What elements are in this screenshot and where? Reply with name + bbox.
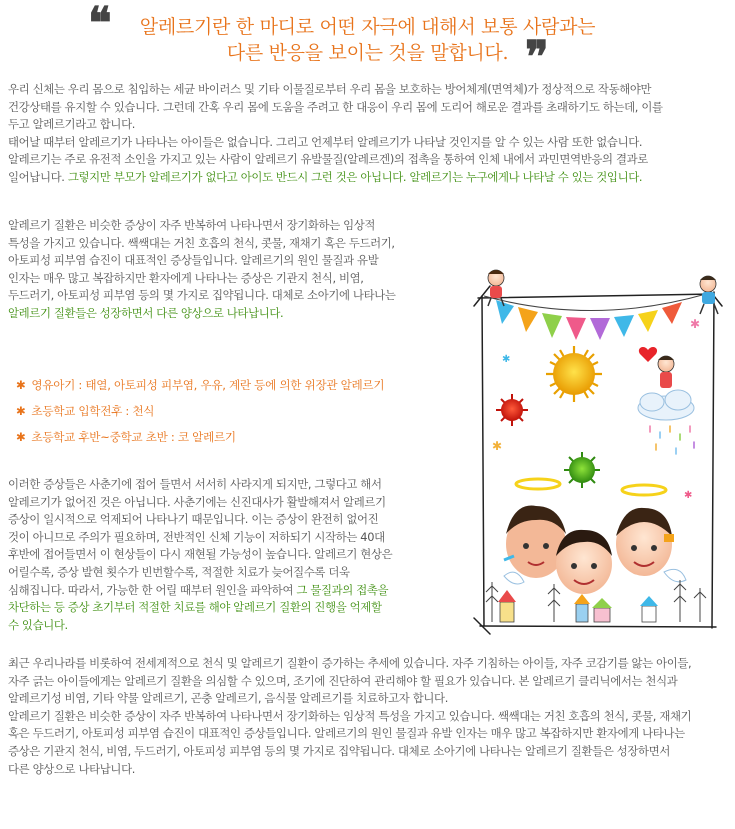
closing-paragraph bbox=[8, 655, 691, 778]
symptoms-line: 아토피성 피부염 습진이 대표적인 증상들입니다. 알레르기의 원인 물질과 유발 bbox=[8, 253, 379, 268]
open-quote-icon: ❝ bbox=[88, 0, 112, 49]
symptoms-paragraph bbox=[8, 217, 396, 323]
aging-mixed-plain: 심해집니다. 따라서, 가능한 한 어릴 때부터 원인을 파악하여 bbox=[8, 582, 297, 597]
aging-highlight-line: 수 있습니다. bbox=[8, 617, 68, 632]
symptoms-line: 두드러기, 아토피성 피부염 등의 몇 가지로 집약됩니다. 대체로 소아기에 나타나는 bbox=[8, 288, 396, 303]
quote-line-2: 다른 반응을 보이는 것을 말합니다. bbox=[226, 42, 509, 64]
aging-line: 후반에 접어들면서 이 현상들이 다시 재현될 가능성이 높습니다. 알레르기 현상은 bbox=[8, 547, 393, 562]
svg-text:✱: ✱ bbox=[690, 317, 701, 331]
intro-line: 두고 알레르기라고 합니다. bbox=[8, 117, 135, 132]
svg-text:✱: ✱ bbox=[502, 354, 511, 365]
cartoon-kid-icon bbox=[488, 270, 504, 306]
aging-paragraph bbox=[8, 476, 392, 634]
rain-drops-icon bbox=[650, 426, 694, 454]
closing-line: 최근 우리나라를 비롯하여 전세계적으로 천식 및 알레르기 질환이 증가하는 추세에 있습니다. 자주 기침하는 아이들, 자주 코감기를 앓는 아이들, bbox=[8, 656, 692, 670]
symptoms-line: 특성을 가지고 있습니다. 쌕쌕대는 거친 호흡의 천식, 콧물, 재채기 혹은 두드러기, bbox=[8, 235, 395, 250]
close-quote-icon: ❞ bbox=[525, 32, 549, 83]
green-virus-icon bbox=[564, 452, 600, 488]
symptoms-line: 알레르기 질환은 비슷한 증상이 자주 반복하여 나타나면서 장기화하는 임상적 bbox=[8, 218, 376, 232]
quote-line-1: 알레르기란 한 마디로 어떤 자극에 대해서 보통 사람과는 bbox=[139, 16, 596, 38]
closing-line: 알레르기 질환은 비슷한 증상이 자주 반복하여 나타나면서 장기화하는 임상적 특성을 가지고 있습니다. 쌕쌕대는 거친 호흡의 천식, 콧물, 재채기 bbox=[8, 708, 692, 723]
symptoms-highlight: 알레르기 질환들은 성장하면서 다른 양상으로 나타납니다. bbox=[8, 305, 284, 320]
children-photo-icon bbox=[504, 479, 686, 594]
symptoms-line: 인자는 매우 많고 복잡하지만 환자에게 나타나는 증상은 기관지 천식, 비염, bbox=[8, 270, 364, 285]
red-virus-icon bbox=[496, 394, 528, 426]
aging-line: 증상이 일시적으로 억제되어 나타나기 때문입니다. 이는 증상이 완전히 없어진 bbox=[8, 512, 379, 527]
intro-line: 태어날 때부터 알레르기가 나타나는 아이들은 없습니다. 그리고 언제부터 알레르기가 나타날 것인지를 알 수 있는 사람 또한 없습니다. bbox=[8, 134, 643, 149]
aging-line: 것이 아니므로 주의가 필요하며, 전반적인 신체 기능이 저하되기 시작하는 40대 bbox=[8, 529, 385, 544]
aging-line: 이러한 증상들은 사춘기에 접어 들면서 서서히 사라지게 되지만, 그렇다고 해서 bbox=[8, 477, 382, 491]
cartoon-kid-icon bbox=[700, 276, 718, 314]
illustration-svg bbox=[444, 266, 734, 638]
intro-line bbox=[8, 169, 663, 187]
asterisk-icon: ✱ bbox=[16, 404, 26, 418]
closing-line: 다른 양상으로 나타납니다. bbox=[8, 761, 135, 776]
intro-last-plain: 일어납니다. bbox=[8, 169, 68, 184]
cartoon-kid-icon bbox=[658, 356, 674, 388]
cloud-icon bbox=[638, 390, 694, 420]
list-item-text: 초등학교 후반~중학교 초반 : 코 알레르기 bbox=[31, 430, 236, 444]
aging-line: 알레르기가 없어진 것은 아닙니다. 사춘기에는 신진대사가 활발해져서 알레르기 bbox=[8, 494, 386, 509]
intro-line: 우리 신체는 우리 몸으로 침입하는 세균 바이러스 및 기타 이물질로부터 우리 몸을 보호하는 방어체계(면역체)가 정상적으로 작동해야만 bbox=[8, 82, 652, 96]
closing-line: 증상은 기관지 천식, 비염, 두드러기, 아토피성 피부염 등의 몇 가지로 집약됩니다. 대체로 소아기에 나타나는 알레르기 질환들은 성장하면서 bbox=[8, 743, 671, 758]
list-item-text: 영유아기 : 태열, 아토피성 피부염, 우유, 계란 등에 의한 위장관 알레르기 bbox=[31, 378, 385, 392]
age-stage-list bbox=[16, 372, 384, 450]
houses-icon bbox=[498, 590, 658, 622]
list-item-text: 초등학교 입학전후 : 천식 bbox=[31, 404, 155, 418]
closing-line: 알레르기성 비염, 기타 약물 알레르기, 곤충 알레르기, 음식물 알레르기를 치료하고자 합니다. bbox=[8, 691, 448, 706]
closing-line: 자주 긁는 아이들에게는 알레르기 질환을 의심할 수 있으며, 조기에 진단하여 관리해야 할 필요가 있습니다. 본 알레르기 클리닉에서는 천식과 bbox=[8, 673, 678, 688]
closing-line: 혹은 두드러기, 아토피성 피부염 습진이 대표적인 증상들입니다. 알레르기의 원인 물질과 유발 인자는 매우 많고 복잡하지만 환자에게 나타나는 bbox=[8, 726, 685, 741]
yellow-virus-icon bbox=[546, 346, 602, 402]
svg-text:✱: ✱ bbox=[492, 439, 503, 453]
intro-line: 알레르기는 주로 유전적 소인을 가지고 있는 사람이 알레르기 유발물질(알레르겐)의 접촉을 통하여 인체 내에서 과민면역반응의 결과로 bbox=[8, 152, 648, 167]
list-item bbox=[16, 424, 384, 450]
asterisk-icon: ✱ bbox=[16, 378, 26, 392]
aging-highlight-line: 차단하는 등 증상 초기부터 적절한 치료를 해야 알레르기 질환의 진행을 억제할 bbox=[8, 600, 382, 615]
intro-line: 건강상태를 유지할 수 있습니다. 그런데 간혹 우리 몸에 도움을 주려고 한 대응이 우리 몸에 도리어 해로운 결과를 초래하기도 하는데, 이를 bbox=[8, 99, 663, 114]
aging-highlight: 그 물질과의 접촉을 bbox=[296, 582, 389, 597]
children-allergy-illustration bbox=[444, 266, 734, 638]
aging-line: 어릴수록, 증상 발현 횟수가 빈번할수록, 적절한 치료가 늦어질수록 더욱 bbox=[8, 564, 350, 579]
bunting-flags-icon bbox=[484, 294, 706, 340]
aging-line bbox=[8, 582, 392, 600]
list-item bbox=[16, 372, 384, 398]
list-item bbox=[16, 398, 384, 424]
intro-highlight: 그렇지만 부모가 알레르기가 없다고 아이도 반드시 그런 것은 아닙니다. 알레르기는 누구에게나 나타날 수 있는 것입니다. bbox=[67, 169, 643, 184]
svg-text:✱: ✱ bbox=[684, 490, 693, 501]
asterisk-icon: ✱ bbox=[16, 430, 26, 444]
intro-paragraph bbox=[8, 81, 663, 187]
heart-icon bbox=[639, 347, 657, 362]
